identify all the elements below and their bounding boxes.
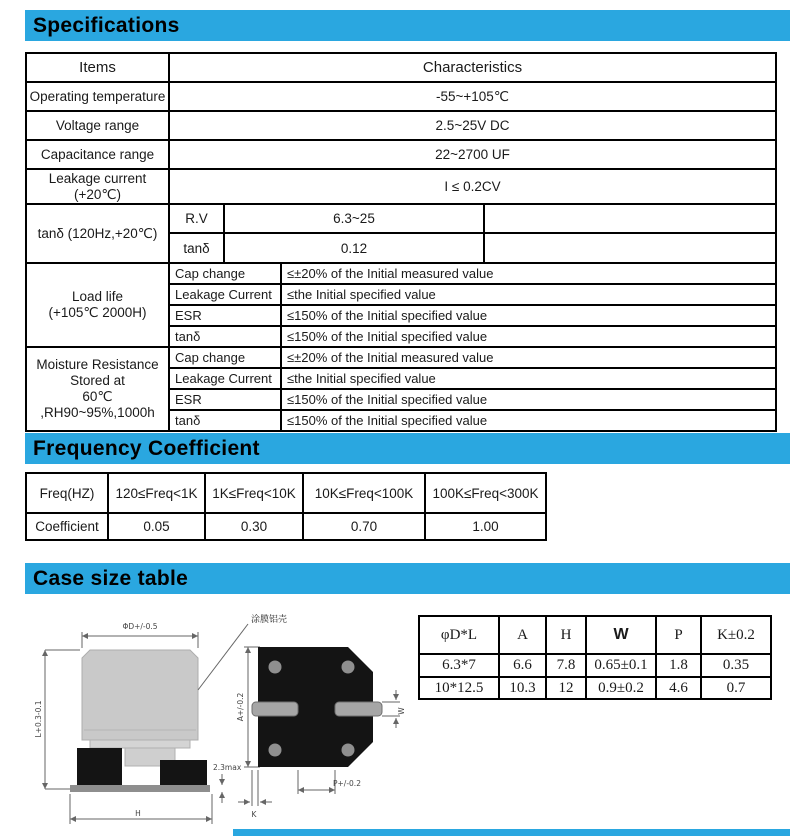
table-row [26,204,776,233]
cell-value: I ≤ 0.2CV [169,169,776,204]
k-dim-label: K [251,810,257,819]
cell-value: 2.5~25V DC [169,111,776,140]
bottom-view [236,647,406,819]
cell-sublabel: tanδ [169,326,281,347]
cell-empty [484,204,776,233]
cell-value: ≤the Initial specified value [281,284,776,305]
cell-value: ≤the Initial specified value [281,368,776,389]
capacitor-drawing [30,598,410,832]
cell-item: tanδ (120Hz,+20℃) [26,204,169,263]
case-cell: 10*12.5 [419,677,499,699]
table-row [26,347,776,368]
cell-value: 22~2700 UF [169,140,776,169]
case-header-cell: H [546,616,586,654]
h-dim-label: H [135,809,141,818]
col-header-characteristics: Characteristics [169,53,776,82]
table-row [26,169,776,204]
case-cell: 10.3 [499,677,546,699]
max-height-dim-label: 2.3max [213,763,242,772]
capacitor-body [82,650,198,740]
next-section-bar-sliver [233,829,790,836]
left-terminal-block [77,748,122,788]
cell-sublabel: Cap change [169,263,281,284]
cell-sublabel: Cap change [169,347,281,368]
case-cell: 6.3*7 [419,654,499,677]
base-plate [70,785,210,792]
cell-value: -55~+105℃ [169,82,776,111]
cell-item [26,169,169,204]
section-title-case-size: Case size table [33,567,189,590]
item-line: 60℃ [82,389,113,404]
case-cell: 0.65±0.1 [586,654,656,677]
section-title-frequency: Frequency Coefficient [33,437,260,460]
item-line: Leakage current [48,170,147,186]
cell-value: 6.3~25 [224,204,484,233]
case-header-cell: A [499,616,546,654]
cell-empty [484,233,776,263]
specifications-header-bar [25,10,790,41]
w-dim-label: W [397,707,406,715]
table-row [419,677,771,699]
item-line: (+105℃ 2000H) [48,305,147,320]
freq-header-cell: 100K≤Freq<300K [425,473,546,513]
table-row [26,111,776,140]
cell-value: ≤±20% of the Initial measured value [281,347,776,368]
freq-cell: Coefficient [26,513,108,540]
freq-cell: 0.70 [303,513,425,540]
table-row [26,53,776,82]
case-header-cell: φD*L [419,616,499,654]
freq-cell: 1.00 [425,513,546,540]
section-title-specifications: Specifications [33,14,180,37]
case-header-cell: P [656,616,701,654]
cell-item: Operating temperature [26,82,169,111]
cell-item [26,263,169,347]
cell-value: 0.12 [224,233,484,263]
cell-sublabel: tanδ [169,233,224,263]
case-cell: 0.7 [701,677,771,699]
side-view [34,613,287,824]
mold-dot [342,661,355,674]
cell-sublabel: Leakage Current [169,368,281,389]
cell-sublabel: Leakage Current [169,284,281,305]
cell-value: ≤±20% of the Initial measured value [281,263,776,284]
item-line: Moisture Resistance [36,357,159,372]
cell-item [26,347,169,431]
freq-cell: 0.05 [108,513,205,540]
p-dim-label: P+/-0.2 [333,779,361,788]
cell-sublabel: R.V [169,204,224,233]
diameter-dim-label: ΦD+/-0.5 [122,622,158,631]
item-line: Load life [71,289,124,304]
table-row [419,616,771,654]
case-cell: 0.9±0.2 [586,677,656,699]
table-row [419,654,771,677]
cell-sublabel: ESR [169,305,281,326]
case-cell: 6.6 [499,654,546,677]
mold-dot [269,744,282,757]
frequency-table [25,472,547,541]
table-row [26,82,776,111]
frequency-header-bar [25,433,790,464]
col-header-items: Items [26,53,169,82]
table-row [26,263,776,284]
case-size-header-bar [25,563,790,594]
cell-value: ≤150% of the Initial specified value [281,389,776,410]
freq-header-cell: 1K≤Freq<10K [205,473,303,513]
left-lead [252,702,298,716]
cell-item: Capacitance range [26,140,169,169]
case-cell: 7.8 [546,654,586,677]
item-line: ,RH90~95%,1000h [40,405,155,420]
right-terminal-block [160,760,207,788]
item-line: Stored at [70,373,125,388]
capacitor-sleeve-step [90,740,190,748]
freq-cell: 0.30 [205,513,303,540]
table-row [26,473,546,513]
case-cell: 0.35 [701,654,771,677]
table-row [26,140,776,169]
a-dim-label: A+/-0.2 [236,692,245,722]
case-header-cell: W [586,616,656,654]
specifications-table [25,52,777,432]
mold-dot [342,744,355,757]
freq-header-cell: Freq(HZ) [26,473,108,513]
cell-sublabel: tanδ [169,410,281,431]
right-lead [335,702,382,716]
length-dim-label: L+0.3-0.1 [34,700,43,738]
freq-header-cell: 10K≤Freq<100K [303,473,425,513]
mold-dot [269,661,282,674]
case-cell: 1.8 [656,654,701,677]
case-size-table [418,615,772,700]
cell-value: ≤150% of the Initial specified value [281,305,776,326]
case-header-cell: K±0.2 [701,616,771,654]
table-row [26,513,546,540]
case-cell: 12 [546,677,586,699]
cell-item: Voltage range [26,111,169,140]
cell-sublabel: ESR [169,389,281,410]
cell-value: ≤150% of the Initial specified value [281,410,776,431]
item-line: (+20℃) [73,186,122,202]
cell-value: ≤150% of the Initial specified value [281,326,776,347]
shell-label: 涂膜铝壳 [251,614,288,624]
case-cell: 4.6 [656,677,701,699]
freq-header-cell: 120≤Freq<1K [108,473,205,513]
